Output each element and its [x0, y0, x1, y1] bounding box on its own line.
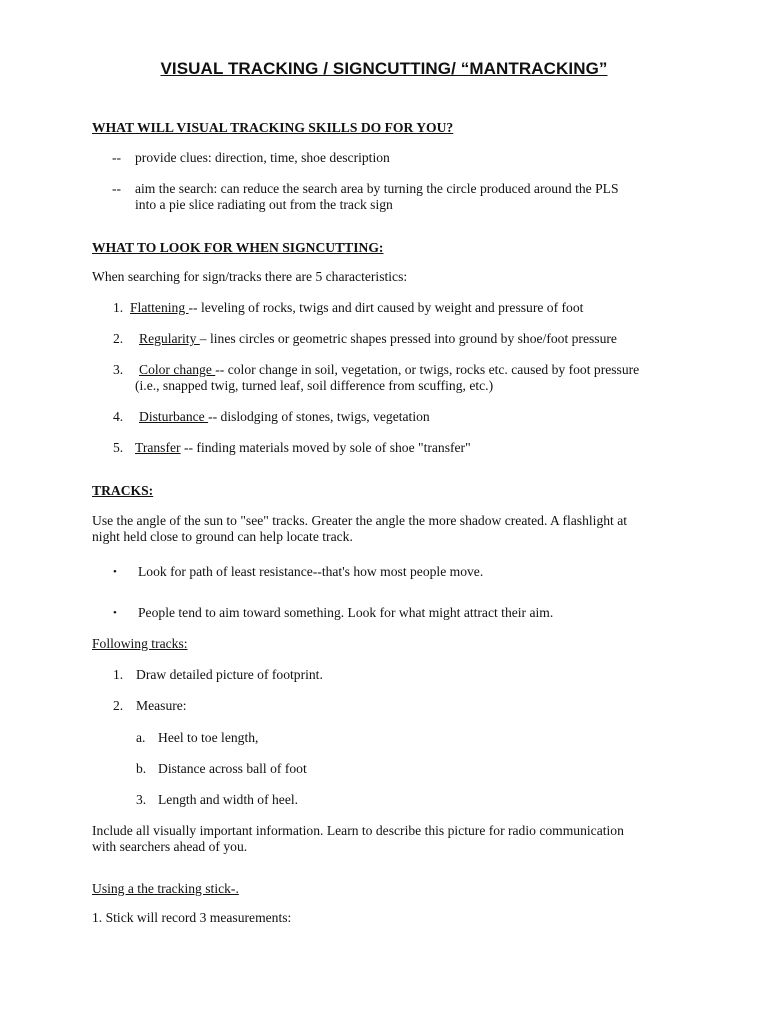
bullet-item: People tend to aim toward something. Look for what might attract their aim.: [138, 605, 554, 620]
page-title: VISUAL TRACKING / SIGNCUTTING/ “MANTRACKING”: [160, 59, 608, 78]
item-number: 4.: [113, 409, 124, 424]
substep-label: a.: [136, 730, 146, 745]
paragraph-line: night held close to ground can help locate track.: [92, 529, 353, 544]
subheading-tracking-stick: Using a the tracking stick-.: [92, 881, 239, 896]
item-description: – lines circles or geometric shapes pressed into ground by shoe/foot pressure: [199, 331, 617, 346]
paragraph-line: 1. Stick will record 3 measurements:: [92, 910, 292, 925]
step-text: Draw detailed picture of footprint.: [136, 667, 323, 682]
item-description: -- dislodging of stones, twigs, vegetation: [208, 409, 430, 424]
section-intro: When searching for sign/tracks there are 5 characteristics:: [92, 269, 408, 284]
section-heading-tracks: TRACKS:: [92, 483, 154, 498]
numbered-item: [113, 331, 617, 347]
item-term: Transfer: [135, 440, 181, 455]
paragraph-line: with searchers ahead of you.: [92, 839, 248, 854]
item-description: -- finding materials moved by sole of shoe "transfer": [180, 440, 471, 455]
section-heading-skills: WHAT WILL VISUAL TRACKING SKILLS DO FOR YOU?: [92, 120, 454, 135]
bullet-item: Look for path of least resistance--that's how most people move.: [138, 564, 484, 579]
numbered-item: [113, 440, 471, 456]
bullet-icon: •: [113, 607, 117, 619]
substep-text: Heel to toe length,: [158, 730, 259, 745]
numbered-item: [113, 362, 639, 378]
list-item-text-continued: into a pie slice radiating out from the track sign: [135, 197, 393, 212]
list-item-text: provide clues: direction, time, shoe description: [135, 150, 390, 165]
list-item-marker: --: [112, 181, 122, 196]
item-number: 5.: [113, 440, 124, 455]
step-text: Measure:: [136, 698, 187, 713]
subheading-following-tracks: Following tracks:: [92, 636, 188, 651]
paragraph-line: Use the angle of the sun to "see" tracks. Greater the angle the more shadow created. A flashlight at: [92, 513, 628, 528]
substep-label: 3.: [136, 792, 147, 807]
section-heading-signcutting: WHAT TO LOOK FOR WHEN SIGNCUTTING:: [92, 240, 384, 255]
item-number: 2.: [113, 331, 124, 346]
item-description: -- color change in soil, vegetation, or twigs, rocks etc. caused by foot pressure: [215, 362, 640, 377]
substep-text: Distance across ball of foot: [158, 761, 307, 776]
item-term: Disturbance: [139, 409, 209, 424]
item-term: Regularity: [139, 331, 200, 346]
list-item-marker: --: [112, 150, 122, 165]
bullet-icon: •: [113, 566, 117, 578]
numbered-item: [113, 300, 583, 316]
item-term: Flattening: [130, 300, 189, 315]
step-number: 2.: [113, 698, 124, 713]
item-description: -- leveling of rocks, twigs and dirt caused by weight and pressure of foot: [188, 300, 584, 315]
item-number: 1.: [113, 300, 124, 315]
step-number: 1.: [113, 667, 124, 682]
item-description-continued: (i.e., snapped twig, turned leaf, soil difference from scuffing, etc.): [135, 378, 494, 393]
item-term: Color change: [139, 362, 216, 377]
numbered-item: [113, 409, 430, 425]
paragraph-line: Include all visually important information. Learn to describe this picture for radio communication: [92, 823, 624, 838]
item-number: 3.: [113, 362, 124, 377]
substep-label: b.: [136, 761, 147, 776]
list-item-text: aim the search: can reduce the search area by turning the circle produced around the PLS: [135, 181, 619, 196]
substep-text: Length and width of heel.: [158, 792, 299, 807]
